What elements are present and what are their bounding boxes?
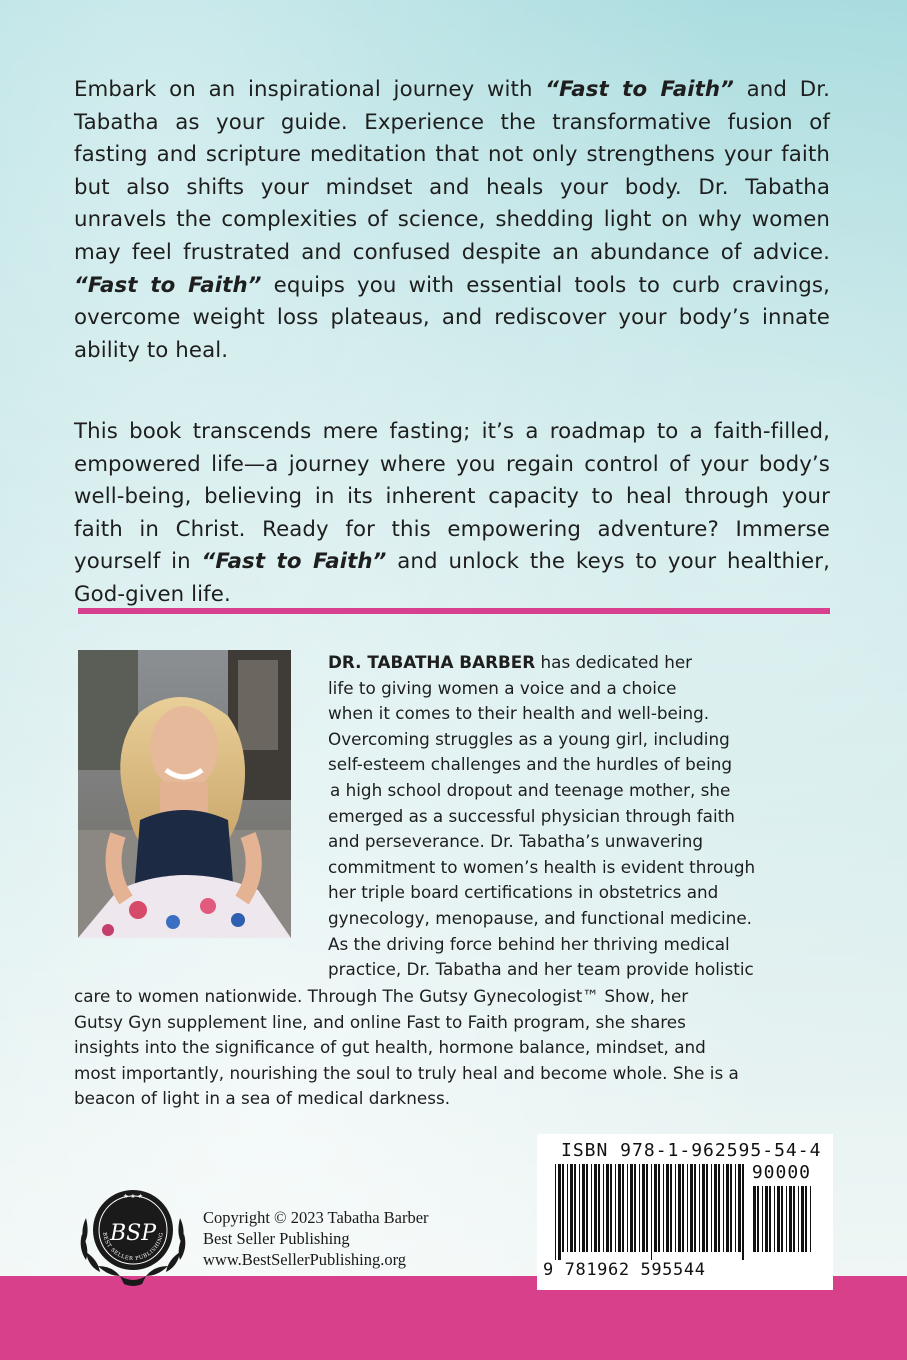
seal-text: BEST SELLER PUBLISHING xyxy=(101,1231,165,1263)
barcode-bar xyxy=(765,1186,768,1252)
bio-line: self-esteem challenges and the hurdles of being xyxy=(328,754,733,775)
barcode-bar xyxy=(654,1164,657,1252)
barcode-bar xyxy=(634,1164,636,1252)
barcode-bar xyxy=(774,1186,775,1252)
bio-line: most importantly, nourishing the soul to truly heal and become whole. She is a xyxy=(74,1062,739,1083)
blurb-text: This book transcends mere fasting; it’s a roadmap to a faith-filled, empowered life—a journey where you regain control of your body’s well-being, believing in its inherent capacity to heal through your faith in Christ. Ready for this empowering adventure? Immerse yourself in xyxy=(74,419,830,575)
barcode-bar xyxy=(714,1164,717,1252)
bio-line xyxy=(328,650,828,676)
publisher-info xyxy=(203,1207,429,1270)
barcode-bar xyxy=(723,1164,724,1252)
barcode-bar xyxy=(642,1164,645,1252)
barcode-bar xyxy=(738,1164,741,1252)
barcode-bar xyxy=(718,1164,720,1252)
bio-line: Gutsy Gyn supplement line, and online Fast to Faith program, she shares xyxy=(74,1011,686,1032)
barcode-bar xyxy=(598,1164,600,1252)
barcode-bar xyxy=(594,1164,597,1252)
barcode-bar xyxy=(555,1164,556,1260)
bio-line: As the driving force behind her thriving medical xyxy=(328,933,730,954)
barcode-bar xyxy=(586,1164,588,1252)
barcode-bar xyxy=(789,1186,792,1252)
barcode-bar xyxy=(699,1164,700,1252)
author-photo xyxy=(78,650,291,938)
price-code: 90000 xyxy=(751,1162,811,1183)
bio-line: commitment to women’s health is evident through xyxy=(328,856,756,877)
book-title: “Fast to Faith” xyxy=(74,272,262,298)
blurb-text: equips you with essential tools to curb cravings, overcome weight loss plateaus, and rediscover your body’s innate ability to heal. xyxy=(74,272,830,363)
barcode-bar xyxy=(591,1164,592,1252)
bio-line: life to giving women a voice and a choice xyxy=(328,677,677,698)
barcode-bar xyxy=(687,1164,688,1252)
addon-barcode-bars xyxy=(753,1186,815,1260)
bio-line: when it comes to their health and well-being. xyxy=(328,703,710,724)
blurb-text: and Dr. Tabatha as your guide. Experience the transformative fusion of fasting and scripture meditation that not only strengthens your faith but also shifts your mindset and heals your body. Dr. Tabatha unravels the complexities of science, shedding light on why women may feel frustrated and confused despite an abundance of advice. xyxy=(74,77,830,265)
bio-line: and perseverance. Dr. Tabatha’s unwavering xyxy=(328,831,704,852)
barcode-bar xyxy=(610,1164,612,1252)
barcode-bar xyxy=(618,1164,621,1252)
barcode-bar xyxy=(762,1186,763,1252)
publisher-name: Best Seller Publishing xyxy=(203,1229,350,1248)
barcode-bar xyxy=(786,1186,787,1252)
barcode-bar xyxy=(675,1164,676,1252)
bio-line: practice, Dr. Tabatha and her team provide holistic xyxy=(328,959,754,980)
seal-monogram: BSP xyxy=(109,1221,157,1246)
barcode-bar xyxy=(777,1186,780,1252)
bio-line: Overcoming struggles as a young girl, including xyxy=(328,728,730,749)
barcode-bar xyxy=(726,1164,729,1252)
barcode-bar xyxy=(810,1186,811,1252)
barcode-bar xyxy=(730,1164,732,1252)
barcode-bar xyxy=(798,1186,799,1252)
pink-divider xyxy=(78,608,830,614)
barcode-bar xyxy=(615,1164,616,1252)
bio-line-text: has dedicated her xyxy=(535,652,693,672)
barcode-bar xyxy=(711,1164,712,1252)
publisher-seal-logo xyxy=(72,1180,194,1290)
barcode-bar xyxy=(682,1164,684,1252)
barcode-bar xyxy=(627,1164,628,1252)
barcode-bar xyxy=(558,1164,561,1260)
barcode-bars xyxy=(555,1164,745,1260)
blurb-paragraph-2 xyxy=(74,416,830,612)
barcode-bar xyxy=(658,1164,660,1252)
barcode-bar xyxy=(742,1164,744,1260)
barcode-bar xyxy=(690,1164,693,1252)
barcode-bar xyxy=(579,1164,580,1252)
author-bio-lead xyxy=(328,650,828,983)
barcode-bar xyxy=(562,1164,564,1252)
barcode-bar xyxy=(757,1186,759,1252)
blurb-paragraph-1 xyxy=(74,74,830,367)
book-title: “Fast to Faith” xyxy=(545,77,734,102)
barcode-bar xyxy=(651,1164,652,1260)
barcode-bar xyxy=(646,1164,648,1252)
barcode-bar xyxy=(793,1186,795,1252)
publisher-website: www.BestSellerPublishing.org xyxy=(203,1250,407,1269)
barcode-bar xyxy=(639,1164,640,1252)
barcode-bar xyxy=(567,1164,568,1252)
book-title: “Fast to Faith” xyxy=(201,549,387,575)
svg-text:★ ★ ★: ★ ★ ★ xyxy=(123,1193,143,1200)
author-bio-rest xyxy=(74,984,834,1112)
bio-line: gynecology, menopause, and functional medicine. xyxy=(328,907,753,928)
barcode-bar xyxy=(678,1164,681,1252)
barcode-bar xyxy=(570,1164,573,1252)
barcode-bar xyxy=(666,1164,669,1252)
barcode-bar xyxy=(706,1164,708,1252)
bio-line: a high school dropout and teenage mother, she xyxy=(330,779,731,800)
barcode-bar xyxy=(753,1186,756,1252)
barcode-bar xyxy=(606,1164,609,1252)
barcode-bar xyxy=(670,1164,672,1252)
blurb-text: Embark on an inspirational journey with xyxy=(74,77,546,102)
barcode-bar xyxy=(805,1186,807,1252)
bio-line: beacon of light in a sea of medical darkness. xyxy=(74,1088,451,1109)
isbn-barcode xyxy=(537,1134,833,1290)
barcode-bar xyxy=(702,1164,705,1252)
barcode-bar xyxy=(769,1186,771,1252)
barcode-bar xyxy=(630,1164,633,1252)
bio-line: care to women nationwide. Through The Gutsy Gynecologist™ Show, her xyxy=(74,986,689,1006)
barcode-bar xyxy=(735,1164,736,1252)
bio-line: insights into the significance of gut health, hormone balance, mindset, and xyxy=(74,1037,706,1058)
bio-line: emerged as a successful physician through faith xyxy=(328,805,735,826)
barcode-bar xyxy=(781,1186,783,1252)
barcode-bar xyxy=(694,1164,696,1252)
barcode-bar xyxy=(622,1164,624,1252)
bio-line: her triple board certifications in obstetrics and xyxy=(328,882,719,903)
barcode-bar xyxy=(801,1186,804,1252)
isbn-digits: 9 781962 595544 xyxy=(543,1260,706,1280)
blurb-text: and unlock the keys to your healthier, God-given life. xyxy=(74,549,830,607)
barcode-bar xyxy=(574,1164,576,1252)
barcode-bar xyxy=(582,1164,585,1252)
author-name: DR. TABATHA BARBER xyxy=(328,652,536,672)
barcode-bar xyxy=(603,1164,604,1252)
isbn-label: ISBN 978-1-962595-54-4 xyxy=(561,1140,822,1161)
barcode-bar xyxy=(663,1164,664,1252)
copyright-line: Copyright © 2023 Tabatha Barber xyxy=(203,1208,429,1227)
